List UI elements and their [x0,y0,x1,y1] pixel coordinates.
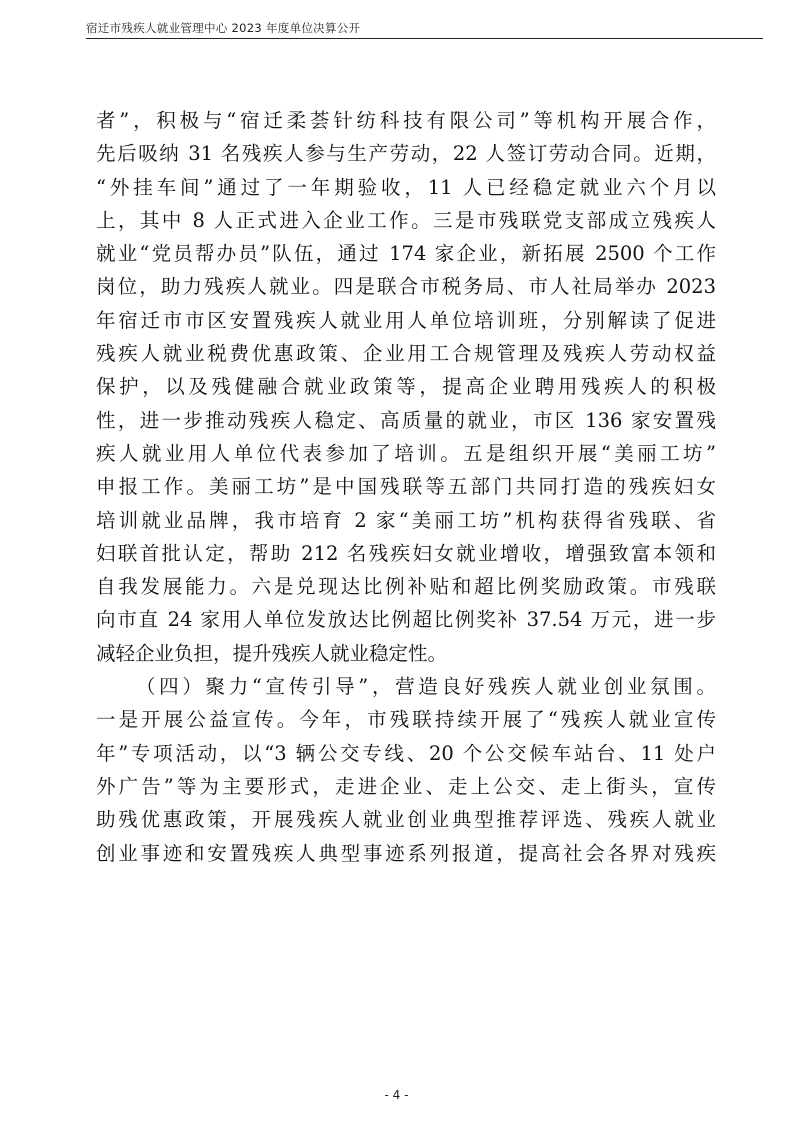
body-line: 申报工作。美丽工坊”是中国残联等五部门共同打造的残疾妇女 [96,475,716,499]
body-line: 上，其中 8 人正式进入企业工作。三是市残联党支部成立残疾人 [96,208,716,232]
body-line: 一是开展公益宣传。今年，市残联持续开展了“残疾人就业宣传 [96,708,716,732]
header-divider [86,38,763,39]
page-header-title: 宿迁市残疾人就业管理中心 2023 年度单位决算公开 [86,21,361,35]
body-line: 妇联首批认定，帮助 212 名残疾妇女就业增收，增强致富本领和 [96,541,716,565]
body-line: 疾人就业用人单位代表参加了培训。五是组织开展“美丽工坊” [96,441,716,465]
body-line: 培训就业品牌，我市培育 2 家“美丽工坊”机构获得省残联、省 [96,508,716,532]
body-line: 就业“党员帮办员”队伍，通过 174 家企业，新拓展 2500 个工作 [96,242,716,266]
section-heading-line: （四）聚力“宣传引导”，营造良好残疾人就业创业氛围。 [136,675,716,699]
body-line: 残疾人就业税费优惠政策、企业用工合规管理及残疾人劳动权益 [96,342,716,366]
body-line: 保护，以及残健融合就业政策等，提高企业聘用残疾人的积极 [96,375,716,399]
body-line: 创业事迹和安置残疾人典型事迹系列报道，提高社会各界对残疾 [96,841,716,865]
body-line: 减轻企业负担，提升残疾人就业稳定性。 [96,641,448,665]
body-line: 者”，积极与“宿迁柔荟针纺科技有限公司”等机构开展合作， [96,109,716,132]
body-line: 向市直 24 家用人单位发放达比例超比例奖补 37.54 万元，进一步 [96,608,716,632]
body-line: 助残优惠政策，开展残疾人就业创业典型推荐评选、残疾人就业 [96,808,716,832]
body-line: 先后吸纳 31 名残疾人参与生产劳动，22 人签订劳动合同。近期， [96,142,716,166]
body-line: 年宿迁市市区安置残疾人就业用人单位培训班，分别解读了促进 [96,308,716,332]
body-line: 性，进一步推动残疾人稳定、高质量的就业，市区 136 家安置残 [96,408,716,432]
body-line: “外挂车间”通过了一年期验收，11 人已经稳定就业六个月以 [96,175,716,199]
body-line: 外广告”等为主要形式，走进企业、走上公交、走上街头，宣传 [96,774,716,798]
body-line: 岗位，助力残疾人就业。四是联合市税务局、市人社局举办 2023 [96,275,716,299]
body-line: 年”专项活动，以“3 辆公交专线、20 个公交候车站台、11 处户 [96,741,716,765]
page-number: - 4 - [384,1088,409,1102]
body-line: 自我发展能力。六是兑现达比例补贴和超比例奖励政策。市残联 [96,575,716,599]
document-body [96,104,716,870]
